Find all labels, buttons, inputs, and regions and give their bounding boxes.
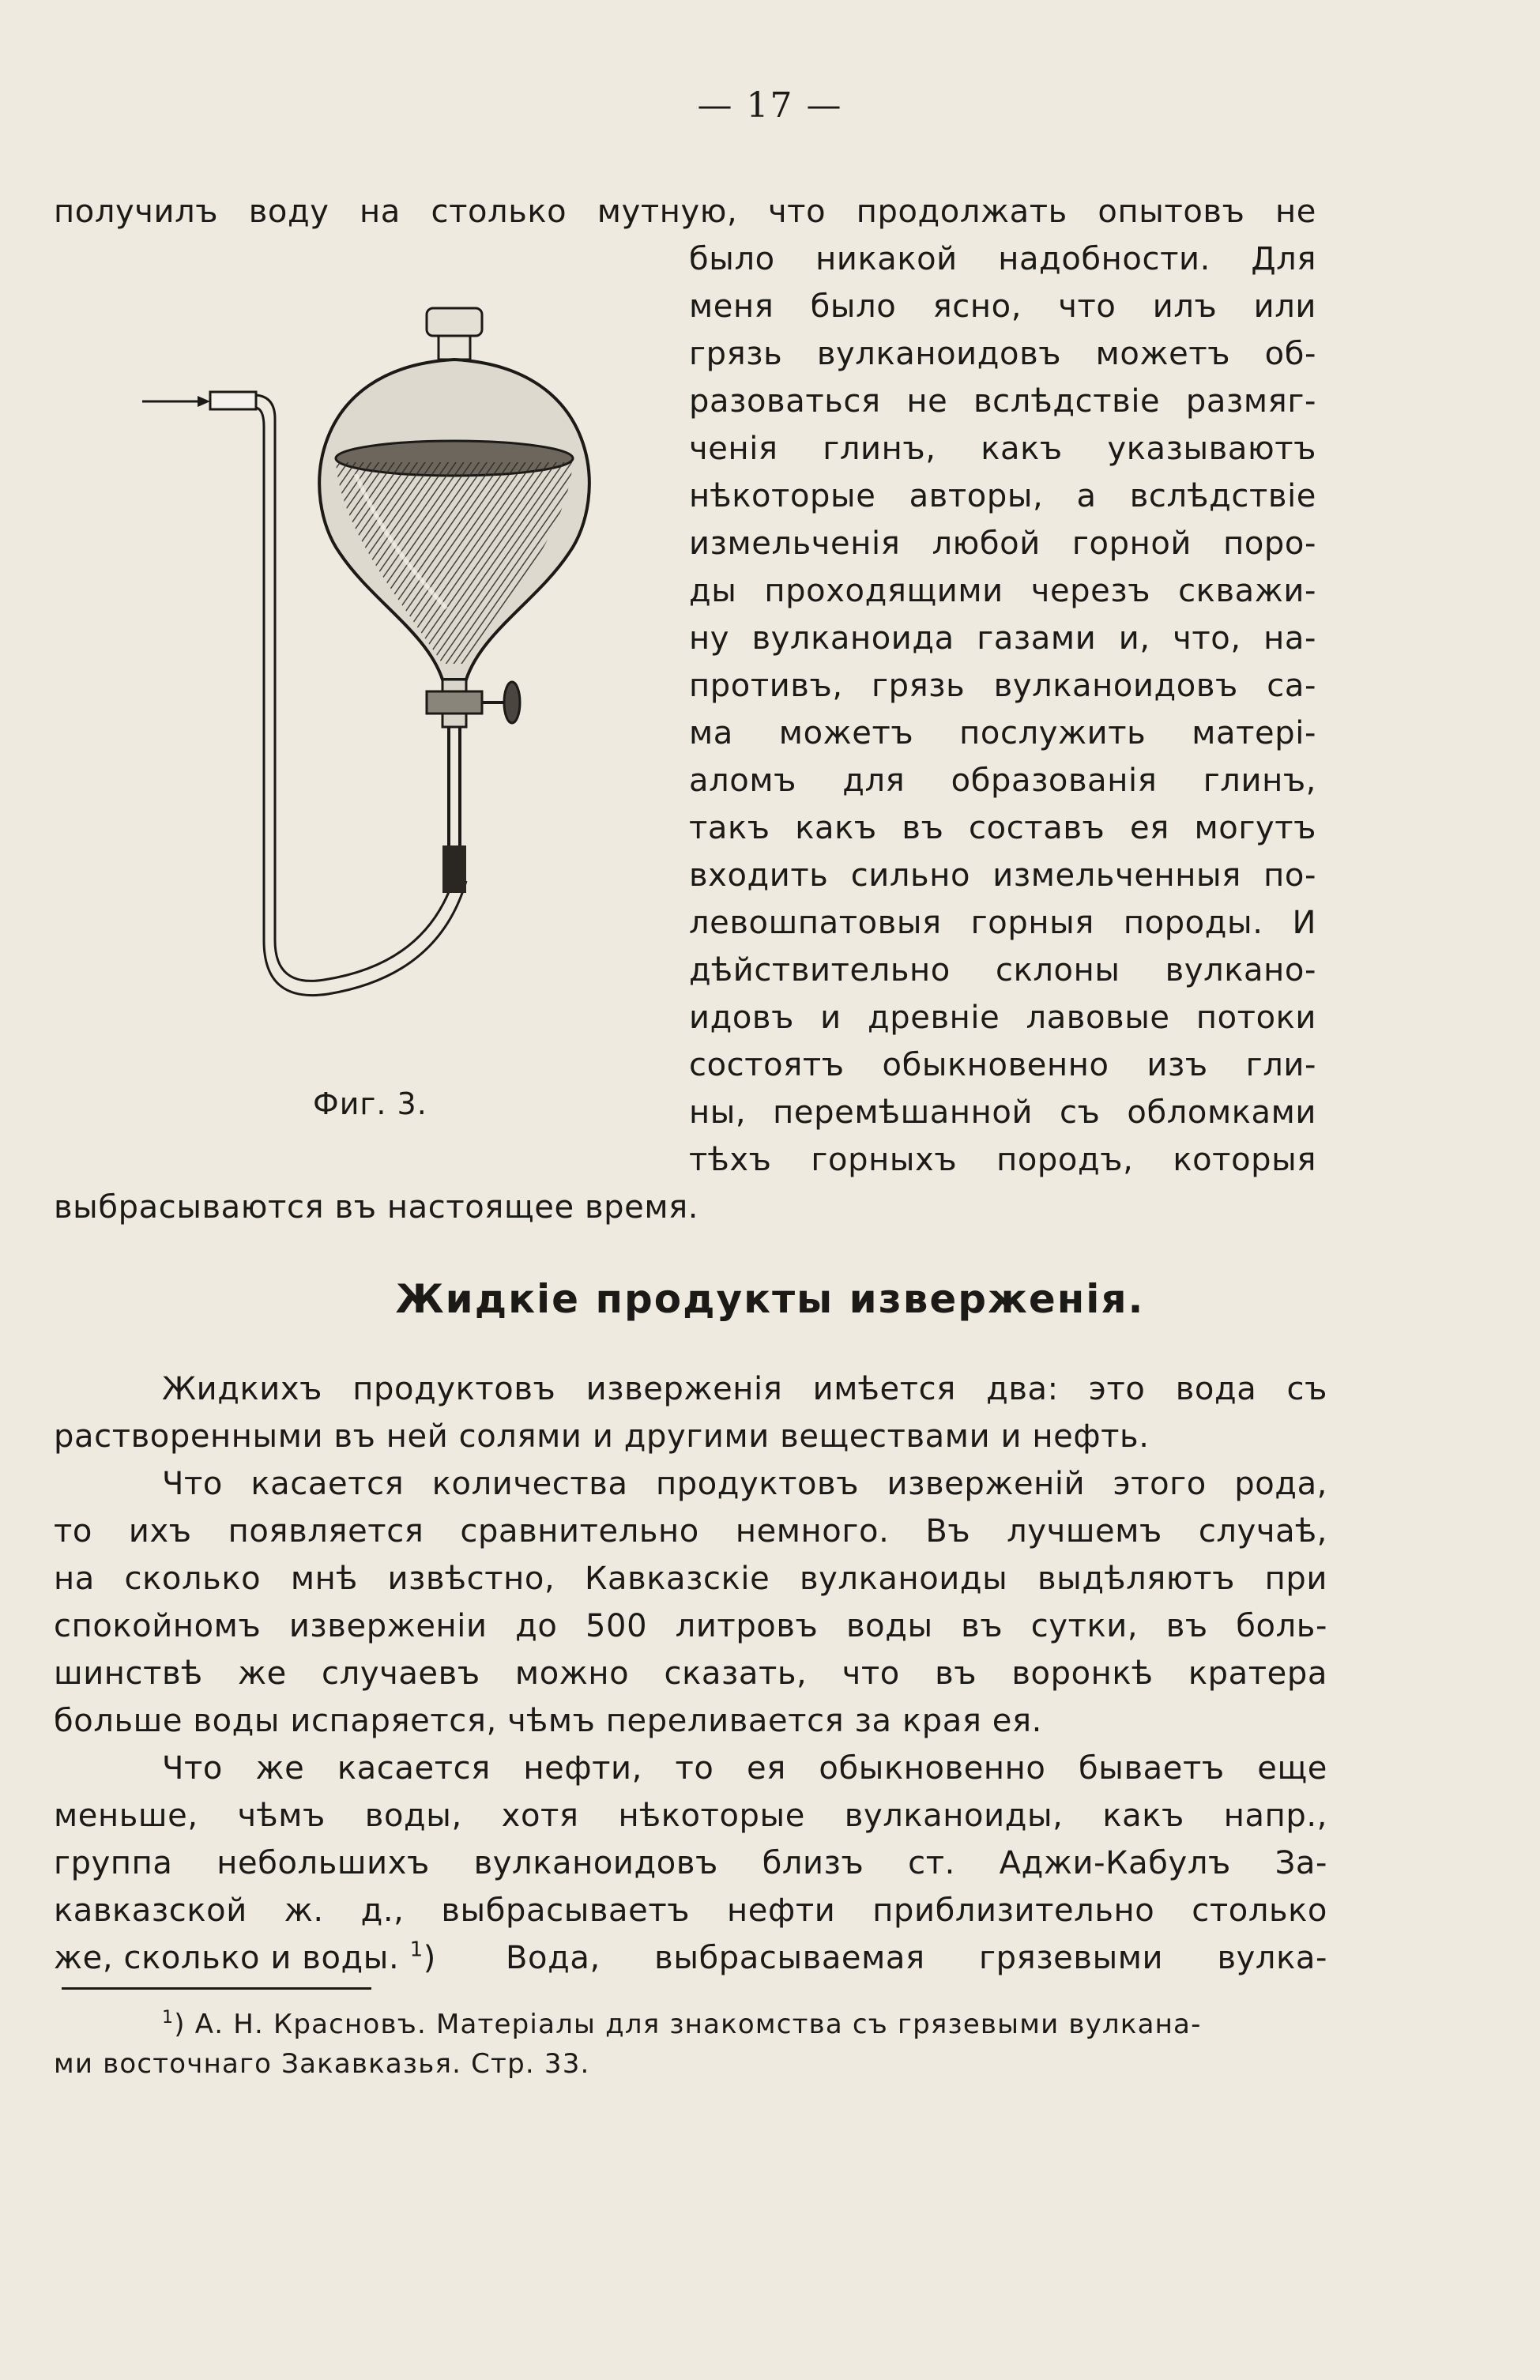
text-line: то ихъ появляется сравнительно немного. Въ лучшемъ случаѣ, <box>54 1513 1327 1550</box>
text-line: ченія глинъ, какъ указываютъ <box>689 431 1316 467</box>
text-line: такъ какъ въ составъ ея могутъ <box>689 810 1316 846</box>
text-line <box>54 1934 436 1982</box>
footnote-rule <box>62 1987 371 1990</box>
text-line: грязь вулканоидовъ можетъ об- <box>689 336 1316 372</box>
text-line: Жидкихъ продуктовъ изверженія имѣется два: это вода съ <box>162 1371 1327 1407</box>
text-line: получилъ воду на столько мутную, что продолжать опытовъ не <box>54 194 1316 230</box>
text-line: ма можетъ послужить матері- <box>689 715 1316 751</box>
text-line: ну вулканоида газами и, что, на- <box>689 620 1316 657</box>
text-line: выбрасываются въ настоящее время. <box>54 1189 699 1226</box>
text-line: тѣхъ горныхъ породъ, которыя <box>689 1142 1316 1178</box>
text-line: кавказской ж. д., выбрасываетъ нефти приблизительно столько <box>54 1892 1327 1929</box>
text-line: группа небольшихъ вулканоидовъ близъ ст. Аджи-Кабулъ За- <box>54 1845 1327 1881</box>
text-line: дѣйствительно склоны вулкано- <box>689 952 1316 989</box>
text-line: противъ, грязь вулканоидовъ са- <box>689 668 1316 704</box>
text-line: Что же касается нефти, то ея обыкновенно бываетъ еще <box>162 1750 1327 1787</box>
text-line: состоятъ обыкновенно изъ гли- <box>689 1047 1316 1083</box>
figure-caption: Фиг. 3. <box>313 1086 427 1121</box>
text-line: растворенными въ ней солями и другими веществами и нефть. <box>54 1418 1150 1455</box>
text-line: нѣкоторые авторы, а вслѣдствіе <box>689 478 1316 514</box>
text-line: меня было ясно, что илъ или <box>689 288 1316 325</box>
text-line: ны, перемѣшанной съ обломками <box>689 1094 1316 1131</box>
footnote-text: А. Н. Красновъ. Матеріалы для знакомства съ грязевыми вулкана- <box>194 2009 1202 2040</box>
text-line: больше воды испаряется, чѣмъ переливается за края ея. <box>54 1703 1042 1739</box>
footnote-line: ми восточнаго Закавказья. Стр. 33. <box>54 2048 590 2080</box>
text-line: измельченія любой горной поро- <box>689 525 1316 562</box>
text-line: идовъ и древніе лавовые потоки <box>689 1000 1316 1036</box>
text-fragment: же, сколько и воды. <box>54 1940 400 1976</box>
footnote-marker-paren: ) <box>174 2009 186 2040</box>
text-line: Вода, выбрасываемая грязевыми вулка- <box>506 1940 1327 1976</box>
text-line: входить сильно измельченныя по- <box>689 857 1316 894</box>
text-line: разоваться не вслѣдствіе размяг- <box>689 383 1316 420</box>
text-line: левошпатовыя горныя породы. И <box>689 905 1316 941</box>
text-line: было никакой надобности. Для <box>689 241 1316 277</box>
text-line: аломъ для образованія глинъ, <box>689 763 1316 799</box>
text-line: на сколько мнѣ извѣстно, Кавказскіе вулканоиды выдѣляютъ при <box>54 1561 1327 1597</box>
section-heading: Жидкіе продукты изверженія. <box>395 1276 1145 1322</box>
footnote-reference: 1 <box>409 1938 424 1962</box>
text-line: ды проходящими черезъ скважи- <box>689 573 1316 609</box>
footnote-marker: 1 <box>162 2006 175 2028</box>
page-number: — 17 — <box>697 85 843 126</box>
text-line: шинствѣ же случаевъ можно сказать, что въ воронкѣ кратера <box>54 1655 1327 1692</box>
text-line: спокойномъ изверженіи до 500 литровъ воды въ сутки, въ боль- <box>54 1608 1327 1644</box>
footnote-line <box>162 2007 1202 2042</box>
separating-funnel-figure <box>134 292 593 1083</box>
text-line: меньше, чѣмъ воды, хотя нѣкоторые вулканоиды, какъ напр., <box>54 1798 1327 1834</box>
footnote-reference-paren: ) <box>423 1940 437 1976</box>
text-line: Что касается количества продуктовъ изверженій этого рода, <box>162 1466 1327 1502</box>
